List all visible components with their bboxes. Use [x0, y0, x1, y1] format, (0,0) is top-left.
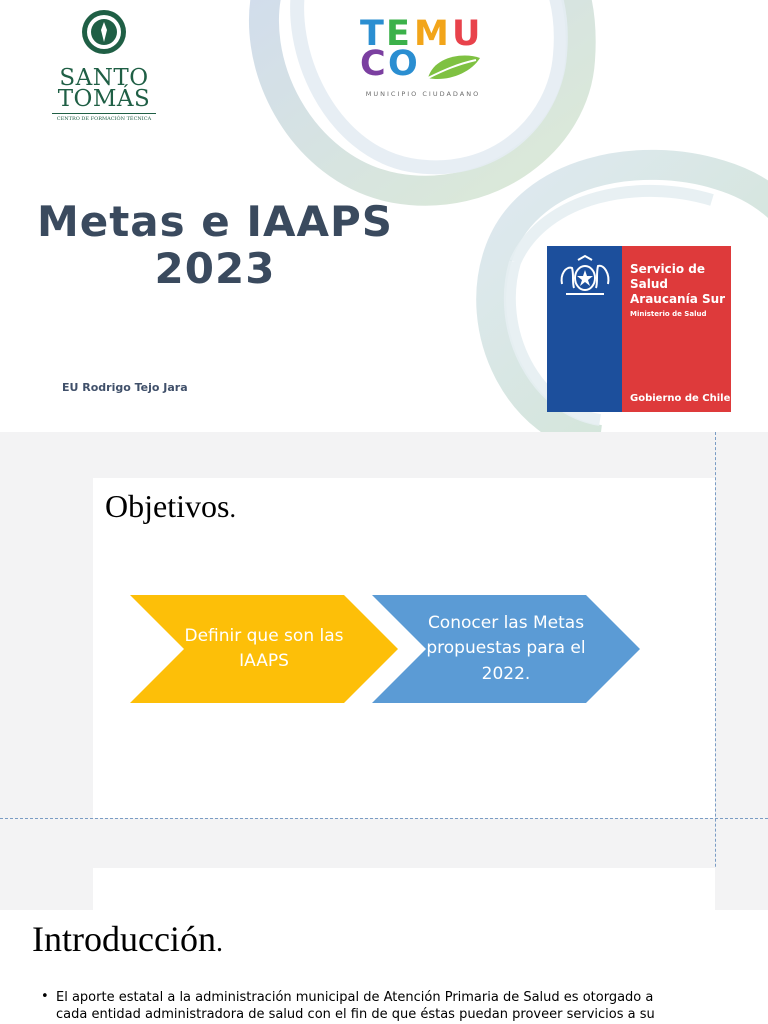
objective-step-2-text: Conocer las Metas propuestas para el 2022. — [426, 612, 586, 684]
slide-edge-right — [715, 868, 768, 910]
temuco-wordmark — [358, 14, 488, 84]
title-slide — [0, 0, 768, 432]
temuco-letter-o: O — [388, 44, 418, 84]
temuco-subtitle: MUNICIPIO CIUDADANO — [365, 90, 481, 98]
title-line-1: Metas e IAAPS — [36, 197, 394, 246]
ssas-ministry: Ministerio de Salud — [630, 310, 707, 318]
temuco-letter-e: E — [386, 14, 410, 54]
ssas-government: Gobierno de Chile — [630, 393, 731, 404]
slide-gap — [0, 432, 768, 478]
horizontal-guide-line — [0, 818, 768, 819]
objective-step-1 — [130, 595, 398, 703]
ssas-name — [630, 262, 730, 307]
title-line-2: 2023 — [154, 244, 276, 293]
santo-tomas-seal-icon — [80, 8, 128, 56]
objective-step-2 — [372, 595, 640, 703]
objectives-title-period: . — [229, 494, 236, 523]
temuco-letter-c: C — [360, 44, 386, 84]
objective-step-1-text: Definir que son las IAAPS — [184, 625, 344, 671]
objectives-slide — [93, 478, 715, 818]
santo-tomas-logo — [52, 8, 156, 122]
santo-tomas-subtitle: CENTRO DE FORMACIÓN TÉCNICA — [52, 113, 156, 122]
author-name: EU Rodrigo Tejo Jara — [62, 381, 188, 394]
presentation-title — [20, 198, 410, 292]
servicio-salud-logo — [547, 246, 731, 412]
introduction-bullets — [40, 989, 680, 1023]
temuco-letter-m: M — [414, 14, 449, 54]
slide-edge-left — [0, 868, 93, 910]
objectives-title — [105, 488, 236, 525]
ssas-name-line2: Salud — [630, 277, 668, 291]
temuco-letter-u: U — [452, 14, 481, 54]
introduction-title — [32, 918, 223, 960]
temuco-logo — [358, 14, 488, 98]
introduction-title-text: Introducción — [32, 919, 216, 959]
introduction-title-period: . — [215, 927, 223, 958]
santo-tomas-name-line2: TOMÁS — [57, 86, 151, 112]
leaf-icon — [424, 52, 484, 82]
ssas-name-line1: Servicio de — [630, 262, 706, 276]
vertical-guide-line — [715, 432, 716, 912]
santo-tomas-name-line1: SANTO — [59, 65, 149, 91]
temuco-letter-t: T — [360, 14, 384, 54]
ssas-name-line3: Araucanía Sur — [630, 292, 726, 306]
introduction-bullet-1: • El aporte estatal a la administración municipal de Atención Primaria de Salud es otorgado a cada entidad administradora de salud con el fin de que éstas puedan proveer servicios a su — [40, 989, 680, 1023]
chile-coat-of-arms-icon — [556, 254, 614, 300]
objectives-title-text: Objetivos — [105, 488, 230, 524]
